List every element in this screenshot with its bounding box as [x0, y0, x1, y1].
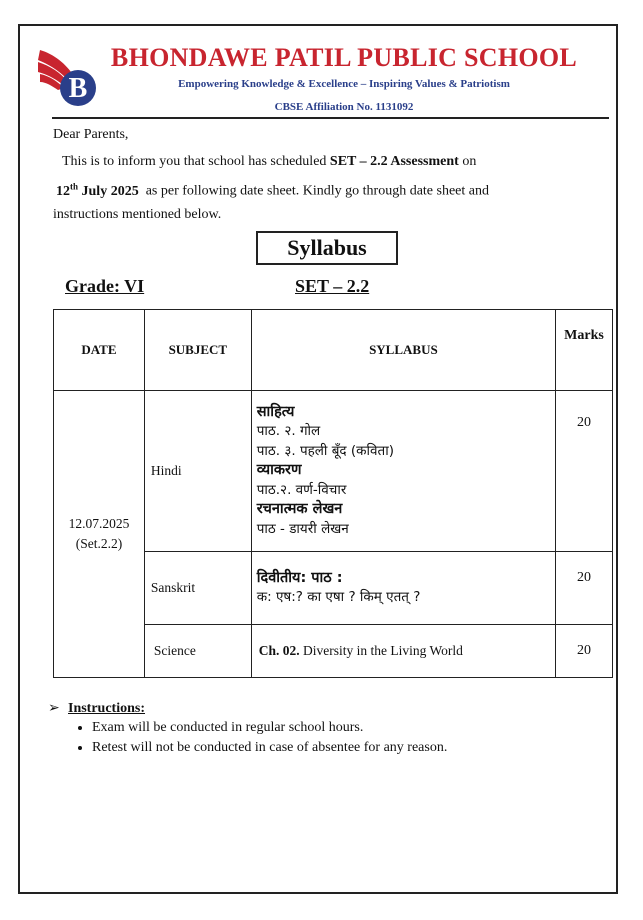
- syllabus-sanskrit: दिवीतीय: पाठ : क: एष:? का एषा ? किम् एतत् ?: [251, 552, 555, 625]
- exam-date-cell: [54, 391, 145, 678]
- page-title: Syllabus: [256, 231, 398, 265]
- column-header-date: DATE: [54, 310, 145, 391]
- svg-text:B: B: [68, 73, 88, 104]
- subject-sanskrit: Sanskrit: [144, 552, 251, 625]
- marks-sanskrit: 20: [556, 552, 613, 625]
- date-sheet-table: [53, 309, 613, 678]
- marks-hindi: 20: [556, 391, 613, 552]
- header-divider: [52, 117, 609, 119]
- affiliation-number: CBSE Affiliation No. 1131092: [274, 101, 414, 113]
- letter-line-2: 12th July 2025 as per following date sheet. Kindly go through date sheet and: [56, 181, 490, 199]
- set-label: SET – 2.2: [295, 276, 370, 296]
- subject-hindi: Hindi: [144, 391, 251, 552]
- greeting: Dear Parents,: [53, 127, 129, 142]
- exam-set: (Set.2.2): [75, 536, 123, 551]
- list-item: • Retest will not be conducted in case of absentee for any reason.: [92, 740, 447, 756]
- syllabus-hindi: साहित्य पाठ. २. गोल पाठ. ३. पहली बूँद (कविता) व्याकरण पाठ.२. वर्ण-विचार रचनात्मक लेखन पाठ - डायरी लेखन: [251, 391, 555, 552]
- column-header-marks: Marks: [556, 310, 613, 391]
- arrow-bullet-icon: ➢: [48, 701, 60, 716]
- instructions-heading: ➢ Instructions:: [48, 701, 146, 716]
- table-row-hindi: [54, 391, 613, 552]
- marks-science: 20: [556, 625, 613, 678]
- list-item: • Exam will be conducted in regular school hours.: [92, 720, 447, 736]
- syllabus-science: Ch. 02. Diversity in the Living World: [251, 625, 555, 678]
- letter-line-3: instructions mentioned below.: [53, 207, 222, 222]
- column-header-syllabus: SYLLABUS: [251, 310, 555, 391]
- letter-line-1: This is to inform you that school has scheduled SET – 2.2 Assessment on: [62, 154, 477, 169]
- exam-date: 12.07.2025: [68, 516, 130, 531]
- subject-science: Science: [144, 625, 251, 678]
- table-header-row: [54, 310, 613, 391]
- instructions-list: [74, 720, 447, 760]
- school-tagline: Empowering Knowledge & Excellence – Inspiring Values & Patriotism: [178, 78, 510, 90]
- grade-label: Grade: VI: [65, 276, 145, 296]
- school-logo: [36, 42, 110, 112]
- school-name: BHONDAWE PATIL PUBLIC SCHOOL: [110, 43, 578, 72]
- column-header-subject: SUBJECT: [144, 310, 251, 391]
